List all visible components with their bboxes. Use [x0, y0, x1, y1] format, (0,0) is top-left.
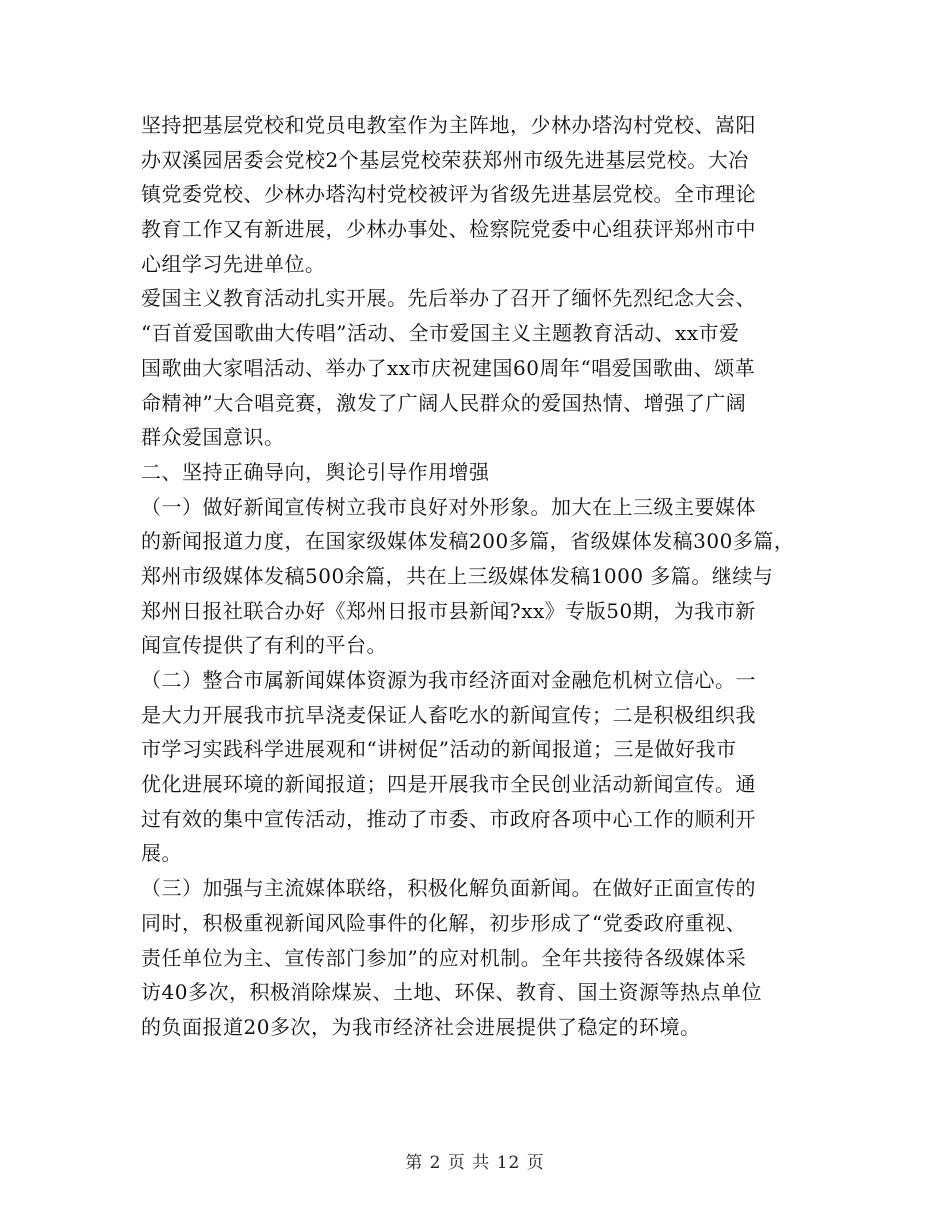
- text-line: 是大力开展我市抗旱浇麦保证人畜吃水的新闻宣传；二是积极组织我: [141, 702, 756, 727]
- text-line: 的负面报道20多次，为我市经济社会进展提供了稳定的环境。: [141, 1014, 701, 1039]
- text-line: 国歌曲大家唱活动、举办了xx市庆祝建国60周年“唱爱国歌曲、颂革: [141, 355, 756, 380]
- text-line: 郑州日报社联合办好《郑州日报市县新闻?xx》专版50期，为我市新: [141, 598, 756, 623]
- text-line: 同时，积极重视新闻风险事件的化解，初步形成了“党委政府重视、: [141, 910, 747, 935]
- body-text: [141, 108, 831, 1045]
- text-line: 群众爱国意识。: [141, 425, 285, 450]
- text-line: 教育工作又有新进展，少林办事处、检察院党委中心组获评郑州市中: [141, 217, 756, 242]
- text-line: 责任单位为主、宣传部门参加”的应对机制。全年共接待各级媒体采: [141, 945, 747, 970]
- text-line: 访40多次，积极消除煤炭、土地、环保、教育、国土资源等热点单位: [141, 980, 762, 1005]
- text-line: 办双溪园居委会党校2个基层党校荣获郑州市级先进基层党校。大冶: [141, 147, 749, 172]
- text-line: 的新闻报道力度，在国家级媒体发稿200多篇，省级媒体发稿300多篇，: [141, 529, 795, 554]
- text-line: 镇党委党校、少林办塔沟村党校被评为省级先进基层党校。全市理论: [141, 182, 756, 207]
- text-line: （三）加强与主流媒体联络，积极化解负面新闻。在做好正面宣传的: [141, 876, 756, 901]
- text-line: 郑州市级媒体发稿500余篇，共在上三级媒体发稿1000 多篇。继续与: [141, 563, 774, 588]
- text-line: “百首爱国歌曲大传唱”活动、全市爱国主义主题教育活动、xx市爱: [141, 321, 740, 346]
- text-line: 展。: [141, 841, 182, 866]
- text-line: 闻宣传提供了有利的平台。: [141, 633, 387, 658]
- text-line: （一）做好新闻宣传树立我市良好对外形象。加大在上三级主要媒体: [141, 494, 756, 519]
- text-line: 过有效的集中宣传活动，推动了市委、市政府各项中心工作的顺利开: [141, 806, 756, 831]
- section-heading: 二、坚持正确导向，舆论引导作用增强: [141, 459, 490, 484]
- text-line: 坚持把基层党校和党员电教室作为主阵地，少林办塔沟村党校、嵩阳: [141, 113, 756, 137]
- text-line: 心组学习先进单位。: [141, 251, 326, 276]
- text-line: 爱国主义教育活动扎实开展。先后举办了召开了缅怀先烈纪念大会、: [141, 286, 756, 311]
- text-line: 优化进展环境的新闻报道；四是开展我市全民创业活动新闻宣传。通: [141, 772, 756, 797]
- text-line: 市学习实践科学进展观和“讲树促”活动的新闻报道；三是做好我市: [141, 737, 737, 762]
- text-line: 命精神”大合唱竞赛，激发了广阔人民群众的爱国热情、增强了广阔: [141, 390, 747, 415]
- page-number-footer: 第 2 页 共 12 页: [405, 1153, 545, 1173]
- text-line: （二）整合市属新闻媒体资源为我市经济面对金融危机树立信心。一: [141, 668, 756, 692]
